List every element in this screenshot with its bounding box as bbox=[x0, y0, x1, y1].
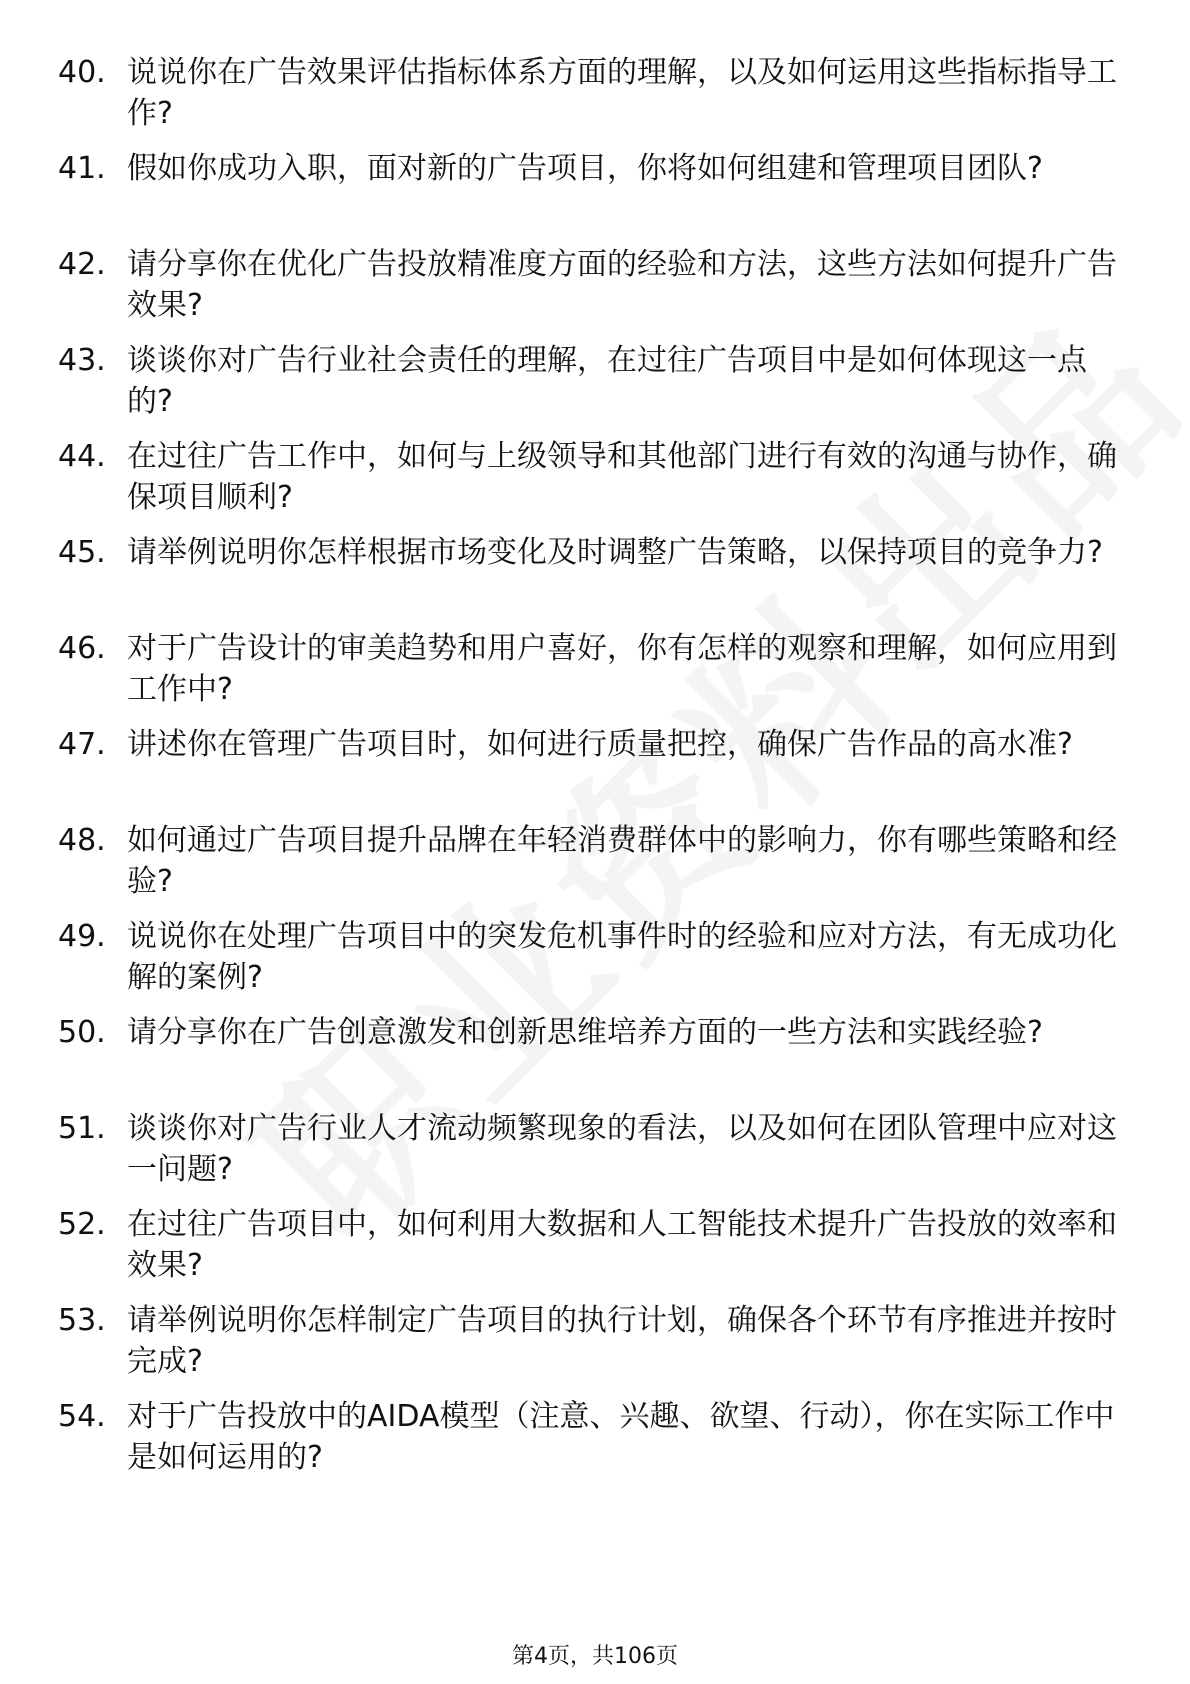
question-number: 44. bbox=[58, 439, 106, 474]
question-text: 请分享你在优化广告投放精准度方面的经验和方法，这些方法如何提升广告效果? bbox=[127, 247, 1117, 323]
question-number: 49. bbox=[58, 919, 106, 954]
question-text: 讲述你在管理广告项目时，如何进行质量把控，确保广告作品的高水准? bbox=[127, 727, 1073, 762]
question-text: 对于广告设计的审美趋势和用户喜好，你有怎样的观察和理解，如何应用到工作中? bbox=[127, 631, 1117, 707]
question-number: 51. bbox=[58, 1111, 106, 1146]
question-text: 在过往广告工作中，如何与上级领导和其他部门进行有效的沟通与协作，确保项目顺利? bbox=[127, 439, 1117, 515]
question-number: 46. bbox=[58, 631, 106, 666]
question-text: 谈谈你对广告行业社会责任的理解，在过往广告项目中是如何体现这一点的? bbox=[127, 343, 1087, 419]
question-item bbox=[0, 340, 1190, 436]
question-item bbox=[0, 52, 1190, 148]
question-number: 47. bbox=[58, 727, 106, 762]
question-text: 对于广告投放中的AIDA模型（注意、兴趣、欲望、行动），你在实际工作中是如何运用的? bbox=[127, 1399, 1115, 1475]
question-number: 54. bbox=[58, 1399, 106, 1434]
question-item bbox=[0, 820, 1190, 916]
question-number: 43. bbox=[58, 343, 106, 378]
question-text: 在过往广告项目中，如何利用大数据和人工智能技术提升广告投放的效率和效果? bbox=[127, 1207, 1117, 1283]
question-item bbox=[0, 1012, 1190, 1108]
question-number: 52. bbox=[58, 1207, 106, 1242]
question-item bbox=[0, 1204, 1190, 1300]
question-number: 45. bbox=[58, 535, 106, 570]
question-text: 请举例说明你怎样制定广告项目的执行计划，确保各个环节有序推进并按时完成? bbox=[127, 1303, 1117, 1379]
question-item bbox=[0, 1396, 1190, 1492]
question-item bbox=[0, 1300, 1190, 1396]
question-number: 40. bbox=[58, 55, 106, 90]
question-item bbox=[0, 532, 1190, 628]
question-item bbox=[0, 724, 1190, 820]
page-footer bbox=[0, 1643, 1190, 1671]
question-text: 说说你在广告效果评估指标体系方面的理解，以及如何运用这些指标指导工作? bbox=[127, 55, 1117, 131]
question-text: 请举例说明你怎样根据市场变化及时调整广告策略，以保持项目的竞争力? bbox=[127, 535, 1103, 570]
page-number-label: 第4页，共106页 bbox=[512, 1644, 678, 1669]
question-item bbox=[0, 628, 1190, 724]
question-list bbox=[0, 52, 1190, 1492]
question-text: 请分享你在广告创意激发和创新思维培养方面的一些方法和实践经验? bbox=[127, 1015, 1043, 1050]
question-number: 53. bbox=[58, 1303, 106, 1338]
question-text: 说说你在处理广告项目中的突发危机事件时的经验和应对方法，有无成功化解的案例? bbox=[127, 919, 1117, 995]
question-text: 假如你成功入职，面对新的广告项目，你将如何组建和管理项目团队? bbox=[127, 151, 1043, 186]
question-number: 42. bbox=[58, 247, 106, 282]
question-number: 50. bbox=[58, 1015, 106, 1050]
question-number: 41. bbox=[58, 151, 106, 186]
question-text: 如何通过广告项目提升品牌在年轻消费群体中的影响力，你有哪些策略和经验? bbox=[127, 823, 1117, 899]
question-item bbox=[0, 1108, 1190, 1204]
question-item bbox=[0, 436, 1190, 532]
question-item bbox=[0, 148, 1190, 244]
question-number: 48. bbox=[58, 823, 106, 858]
question-item bbox=[0, 244, 1190, 340]
question-text: 谈谈你对广告行业人才流动频繁现象的看法，以及如何在团队管理中应对这一问题? bbox=[127, 1111, 1117, 1187]
question-item bbox=[0, 916, 1190, 1012]
